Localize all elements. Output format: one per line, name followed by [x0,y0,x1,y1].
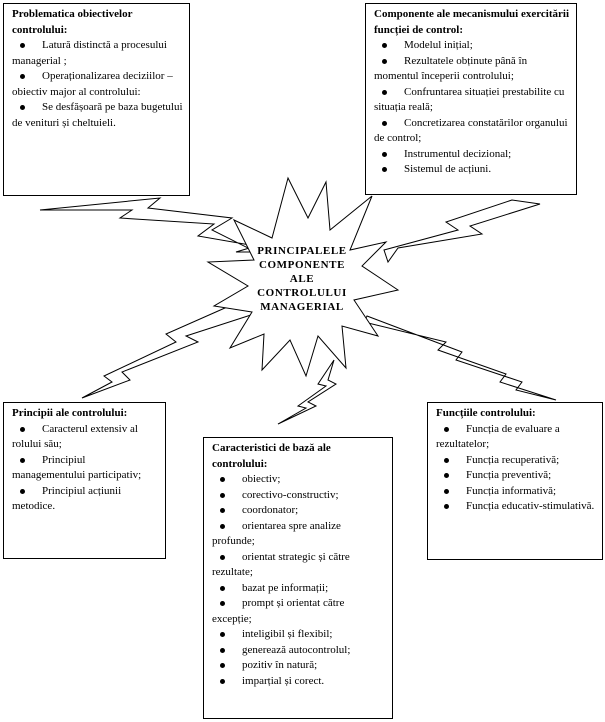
list-item [436,422,596,453]
list-item-text: Funcția educativ-stimulativă. [466,500,595,512]
lightning-bolt-lower-left [82,300,254,398]
bullet-icon [444,473,449,478]
bullet-icon [382,90,387,95]
box-title: Problematica obiectivelor controlului: [12,8,133,36]
bullet-icon [382,43,387,48]
bullet-icon [444,427,449,432]
bullet-icon [220,648,225,653]
list-item-text: obiectiv; [242,473,281,485]
bullet-icon [220,555,225,560]
list-item [212,503,386,519]
bullet-icon [220,632,225,637]
bullet-icon [382,121,387,126]
list-item-text: prompt și orientat către excepție; [212,597,345,625]
bullet-icon [220,477,225,482]
list-item-text: Funcția de evaluare a rezultatelor; [436,422,560,450]
list-item [436,499,596,515]
lightning-bolt-lower-right [364,316,556,400]
list-item-text: generează autocontrolul; [242,643,351,656]
bullet-icon [444,489,449,494]
box-title: Funcțiile controlului: [436,407,536,419]
list-item [212,472,386,488]
list-item [12,484,159,515]
bullet-icon [20,74,25,79]
list-item [12,453,159,484]
list-item [12,422,159,453]
bullet-icon [220,524,225,529]
bullet-list [12,38,183,131]
list-item [436,484,596,500]
list-item-text: coordonator; [242,504,299,516]
list-item [374,162,570,178]
list-item-text: Principiul managementului participativ; [12,453,142,481]
list-item [374,147,570,163]
box-principii-controlului [3,402,166,559]
lightning-bolt-upper-left [40,198,256,252]
list-item-text: bazat pe informații; [242,581,329,594]
bullet-icon [220,493,225,498]
bullet-icon [382,152,387,157]
central-title-line: CONTROLULUI [257,287,347,299]
list-item [212,596,386,627]
list-item [436,468,596,484]
list-item [212,627,386,643]
list-item [212,488,386,504]
bullet-icon [220,601,225,606]
box-title: Componente ale mecanismului exercitării funcției de control: [374,8,570,36]
central-title-line: ALE [289,273,315,285]
list-item-text: Funcția informativă; [466,484,557,497]
list-item-text: Modelul inițial; [404,39,473,51]
bullet-list [436,422,596,515]
list-item [374,85,570,116]
bullet-icon [382,167,387,172]
list-item-text: Instrumentul decizional; [404,147,512,160]
list-item [212,658,386,674]
list-item-text: Funcția recuperativă; [466,453,560,466]
box-title: Caracteristici de bază ale controlului: [212,442,331,470]
bullet-icon [220,586,225,591]
list-item-text: imparțial și corect. [242,674,325,687]
list-item-text: orientarea spre analize profunde; [212,519,341,547]
list-item [212,550,386,581]
central-title-line: PRINCIPALELE [257,245,347,257]
bullet-list [212,472,386,689]
list-item-text: Caracterul extensiv al rolului său; [12,422,138,450]
central-title [238,244,366,314]
box-title: Principii ale controlului: [12,407,128,419]
box-caracteristici-de-baza [203,437,393,719]
list-item-text: Latură distinctă a procesului managerial ; [12,39,167,67]
bullet-list [374,38,570,178]
box-problematica-obiectivelor [3,3,190,196]
bullet-icon [382,59,387,64]
bullet-icon [20,43,25,48]
bullet-icon [220,679,225,684]
bullet-list [12,422,159,515]
list-item-text: Confruntarea situației prestabilite cu situația reală; [374,85,565,113]
bullet-icon [444,458,449,463]
bullet-icon [444,504,449,509]
list-item [212,581,386,597]
bullet-icon [20,458,25,463]
lightning-bolt-upper-right [384,200,540,262]
list-item [212,674,386,690]
bullet-icon [20,105,25,110]
bullet-icon [220,508,225,513]
central-title-line: COMPONENTE [258,259,346,271]
box-componente-mecanism [365,3,577,195]
list-item [12,69,183,100]
list-item-text: Operaționalizarea deciziilor – obiectiv major al controlului: [12,70,173,98]
list-item-text: Se desfășoară pe baza bugetului de venituri și cheltuieli. [12,101,183,129]
list-item-text: orientat strategic și către rezultate; [212,550,350,578]
list-item [212,643,386,659]
list-item-text: Funcția preventivă; [466,469,552,481]
list-item-text: inteligibil și flexibil; [242,628,333,640]
box-functiile-controlului [427,402,603,560]
list-item-text: Rezultatele obținute până în momentul începerii controlului; [374,54,528,82]
list-item [436,453,596,469]
bullet-icon [220,663,225,668]
central-title-line: MANAGERIAL [260,301,344,313]
list-item [374,116,570,147]
list-item [374,54,570,85]
bullet-icon [20,489,25,494]
list-item-text: Concretizarea constatărilor organului de control; [374,116,568,144]
list-item-text: Principiul acțiunii metodice. [12,484,122,512]
list-item [12,38,183,69]
list-item-text: corectivo-constructiv; [242,488,339,501]
list-item-text: pozitiv în natură; [242,659,318,671]
list-item [374,38,570,54]
list-item-text: Sistemul de acțiuni. [404,163,492,175]
list-item [12,100,183,131]
list-item [212,519,386,550]
bullet-icon [20,427,25,432]
